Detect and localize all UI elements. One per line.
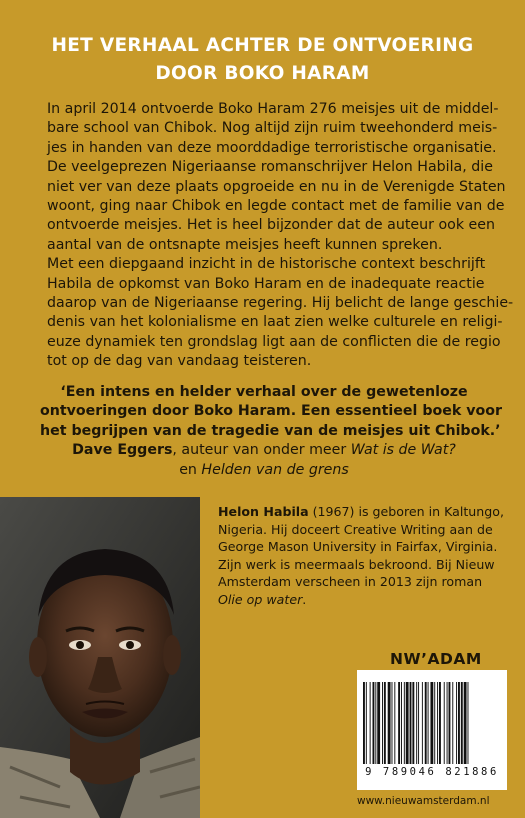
bio-text: (1967) is geboren in Kaltungo, [308,504,504,519]
title-line: DOOR BOKO HARAM [155,63,370,84]
blurb-line: bare school van Chibok. Nog altijd zijn ruim tweehonderd meis- [47,120,498,137]
author-photo [0,497,200,818]
blurb-line: tot op de dag van vandaag teisteren. [47,353,312,370]
bio-line: Nigeria. Hij doceert Creative Writing aan de [218,521,493,537]
publisher-logo: NW’ADAM [390,650,482,668]
blurb-line: daarop van de Nigeriaanse regering. Hij belicht de lange geschie- [47,295,514,312]
title-line: HET VERHAAL ACHTER DE ONTVOERING [51,35,474,56]
author-portrait [0,497,200,818]
bio-line: Amsterdam verscheen in 2013 zijn roman [218,574,483,590]
blurb-line: In april 2014 ontvoerde Boko Haram 276 meisjes uit de middel- [47,101,499,117]
isbn-number: 9 789046 821886 [365,766,499,778]
bio-line: Zijn werk is meermaals bekroond. Bij Nieuw [218,556,495,572]
author-bio [218,503,508,609]
quote-attribution-2 [40,461,488,480]
blurb-line: Habila de opkomst van Boko Haram en de inadequate reactie [47,275,485,292]
publisher-website[interactable]: www.nieuwamsterdam.nl [357,795,490,807]
bio-novel-end: . [302,591,307,607]
blurb-line: ontvoerde meisjes. Het is heel bijzonder dat de auteur ook een [47,217,495,234]
blurb-line: De veelgeprezen Nigeriaanse romanschrijver Helon Habila, die [47,159,493,176]
bio-line [218,503,508,521]
quote-line: ontvoeringen door Boko Haram. Een essentieel boek voor [40,403,502,420]
quote-author: Dave Eggers [72,442,173,459]
barcode-bars [361,682,503,764]
blurb-line: euze dynamiek ten grondslag ligt aan de conflicten die de regio [47,333,501,350]
bio-line [218,591,508,609]
barcode [357,670,507,790]
bio-novel: Olie op water [218,591,303,607]
blurb-line: Met een diepgaand inzicht in de historische context beschrijft [47,256,486,273]
quote-line: ‘Een intens en helder verhaal over de gewetenloze [60,384,468,400]
bio-line: George Mason University in Fairfax, Virginia. [218,539,498,555]
quote-attribution [40,441,488,460]
blurb-line: denis van het kolonialisme en laat zien welke culturele en religi- [47,314,503,331]
blurb-line: aantal van de ontsnapte meisjes heeft kunnen spreken. [47,236,443,253]
blurb-text [47,100,514,372]
quote-line: het begrijpen van de tragedie van de meisjes uit Chibok.’ [40,422,501,439]
blurb-line: woont, ging naar Chibok en legde contact met de familie van de [47,198,505,215]
attribution-book: Helden van de grens [201,461,349,478]
attribution-book: Wat is de Wat? [350,442,456,459]
book-title [0,32,525,88]
attribution-and: en [179,461,202,478]
blurb-line: niet ver van deze plaats opgroeide en nu in de Verenigde Staten [47,178,506,195]
blurb-line: jes in handen van deze moorddadige terroristische organisatie. [47,139,497,156]
author-name: Helon Habila [218,504,309,519]
review-quote [40,383,502,480]
attribution-text: , auteur van onder meer [172,442,351,459]
